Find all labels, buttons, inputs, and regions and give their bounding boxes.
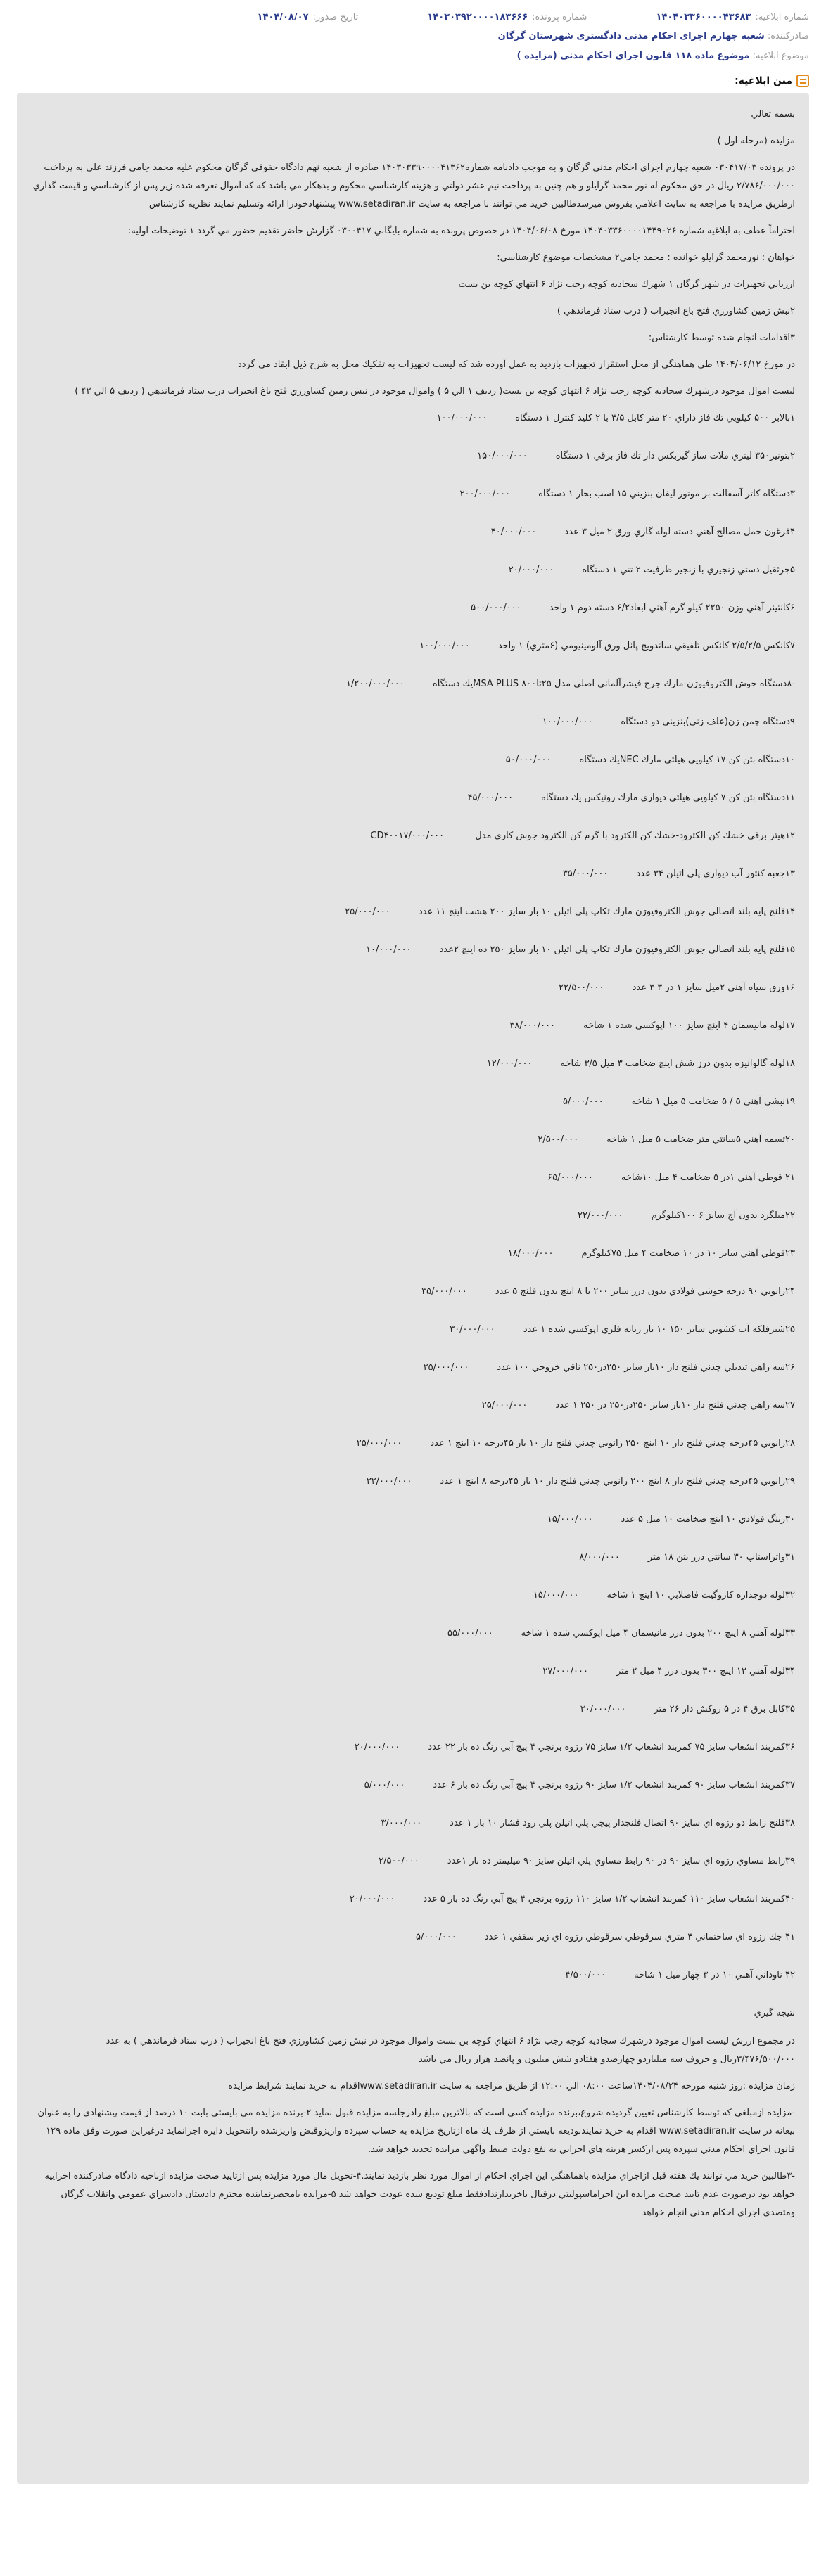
asset-item [31, 1587, 795, 1605]
asset-item-description: ۲۹زانويي ۴۵درجه چدني فلنج دار ۸ اينچ ۲۰۰ زانويي چدني فلنج دار ۱۰ بار ۴۵درجه ۸ اينچ ۱ عدد [440, 1476, 795, 1487]
asset-item [31, 827, 795, 845]
asset-item [31, 1966, 795, 1985]
asset-item-description: ۳۷کمربند انشعاب سايز ۹۰ کمربند انشعاب ۱/۲ سايز ۹۰ رزوه برنجي ۴ پيچ آبي رنگ ده بار ۶ عدد [433, 1780, 795, 1790]
asset-item [31, 1207, 795, 1225]
asset-item-price: ۲۰/۰۰۰/۰۰۰ [508, 565, 554, 575]
asset-item-price: ۱۵/۰۰۰/۰۰۰ [533, 1590, 579, 1601]
asset-item-description: ۴۱ جك رزوه اي ساختماني ۴ متري سرقوطي سرقوطي رزوه اي زير سقفي ۱ عدد [484, 1932, 795, 1942]
asset-item-price: ۲۵/۰۰۰/۰۰۰ [345, 906, 390, 917]
asset-item-description: ۲۰تسمه آهني ۵سانتي متر ضخامت ۵ ميل ۱ شاخه [606, 1134, 795, 1145]
asset-item-description: ۱۶ورق سياه آهني ۲ميل سايز ۱ در ۳ ۳ عدد [632, 982, 795, 993]
asset-item-description: ۳۳لوله آهني ۸ اينچ ۲۰۰ بدون درز مانيسمان ۴ ميل اپوکسي شده ۱ شاخه [521, 1628, 795, 1639]
asset-item [31, 1852, 795, 1871]
asset-item [31, 1359, 795, 1377]
notice-meta [0, 0, 826, 66]
asset-item-price: ۱۸/۰۰۰/۰۰۰ [507, 1248, 554, 1259]
asset-item-price: ۸/۰۰۰/۰۰۰ [579, 1552, 620, 1563]
auction-time: زمان مزايده :روز شنبه مورخه ۱۴۰۴/۰۸/۲۴ساعت ۰۸:۰۰ الي ۱۲:۰۰ از طريق مراجعه به سايت www.setadiran.irاقدام به خريد نمايند شرايط مزايده [228, 2081, 795, 2091]
asset-item-price: ۴۰/۰۰۰/۰۰۰ [490, 527, 537, 537]
asset-item-price: ۲۵/۰۰۰/۰۰۰ [423, 1362, 469, 1373]
asset-item-description: ۳۶کمربند انشعاب سايز ۷۵ کمربند انشعاب ۱/۲ سايز ۷۵ رزوه برنجي ۴ پيچ آبي رنگ ده بار ۲۲ عدد [428, 1742, 795, 1752]
asset-item-description: ۳۵کابل برق ۴ در ۵ روکش دار ۲۶ متر [654, 1704, 795, 1715]
asset-item-description: ۱۷لوله مانيسمان ۴ اينچ سايز ۱۰۰ اپوکسي شده ۱ شاخه [583, 1020, 795, 1031]
asset-item [31, 1511, 795, 1529]
asset-item-price: ۵/۰۰۰/۰۰۰ [416, 1932, 457, 1942]
asset-item-description: -۸دستگاه جوش الکتروفيوژن-مارك جرج فيشرآلماني اصلي مدل ۲۵تا۸۰۰ MSA PLUSيك دستگاه [432, 679, 795, 689]
issuer-line: صادرکننده: شعبه چهارم اجرای احکام مدنی دادگستری شهرستان گرگان [497, 31, 809, 41]
asset-item-description: ۱۵فلنج پايه بلند اتصالي جوش الکتروفيوژن مارك تکاپ پلي اتيلن ۱۰ بار سايز ۲۵۰ ده اينچ ۲عدد [439, 944, 795, 955]
asset-item-price: ۱۵۰/۰۰۰/۰۰۰ [477, 451, 528, 461]
asset-item [31, 523, 795, 542]
asset-item [31, 1776, 795, 1795]
asset-item-price: ۲۰/۰۰۰/۰۰۰ [354, 1742, 400, 1752]
asset-item [31, 1625, 795, 1643]
asset-item-description: ۳۹رابط مساوي رزوه اي سايز ۹۰ در ۹۰ رابط مساوي پلي اتيلن سايز ۹۰ ميليمتر ده بار ۱عدد [447, 1856, 795, 1866]
asset-item-price: ۱/۲۰۰/۰۰۰/۰۰۰ [345, 679, 405, 689]
asset-item-description: ۹دستگاه چمن زن(علف زني)بنزيني دو دستگاه [621, 717, 795, 727]
asset-item [31, 1131, 795, 1149]
asset-item [31, 1093, 795, 1111]
asset-item [31, 1017, 795, 1035]
items-list [31, 409, 795, 1985]
asset-item-description: ۲۵شيرفلکه آب کشويي سايز ۱۵۰ ۱۰ بار زبانه فلزي اپوکسي شده ۱ عدد [523, 1324, 795, 1335]
asset-item-price: ۵۰۰/۰۰۰/۰۰۰ [471, 603, 521, 613]
asset-item [31, 1928, 795, 1947]
asset-item-price: ۴۵/۰۰۰/۰۰۰ [467, 793, 514, 803]
asset-item-price: ۶۵/۰۰۰/۰۰۰ [547, 1172, 593, 1183]
case-number: شماره پرونده: ۱۴۰۳۰۳۹۲۰۰۰۰۱۸۳۶۶۶ [427, 12, 587, 23]
asset-item [31, 979, 795, 997]
asset-item-description: ۱۲هيتر برقي خشك کن الکترود-خشك کن الکترود با گرم کن الکترود جوش کاري مدل CD۴۰۰ [370, 831, 795, 841]
asset-item [31, 865, 795, 883]
asset-item [31, 1055, 795, 1073]
asset-item [31, 447, 795, 466]
asset-item-price: ۲۵/۰۰۰/۰۰۰ [481, 1400, 528, 1411]
asset-item [31, 1397, 795, 1415]
asset-item-description: ۲۳قوطي آهني سايز ۱۰ در ۱۰ ضخامت ۴ ميل ۷۵کيلوگرم [581, 1248, 795, 1259]
asset-item-description: ۲۸زانويي ۴۵درجه چدني فلنج دار ۱۰ اينچ ۲۵۰ زانويي چدني فلنج دار ۱۰ بار ۴۵درجه ۱۰ اينچ ۱ عدد [430, 1438, 795, 1449]
asset-item-price: ۳۸/۰۰۰/۰۰۰ [509, 1020, 556, 1031]
asset-item [31, 1321, 795, 1339]
asset-item-price: ۵۰/۰۰۰/۰۰۰ [505, 755, 552, 765]
asset-item-price: ۱۰۰/۰۰۰/۰۰۰ [542, 717, 593, 727]
asset-item-description: ۵جرثقيل دستي زنجيري با زنجير ظرفيت ۲ تني ۱ دستگاه [582, 565, 795, 575]
conclusion-text: در مجموع ارزش ليست اموال موجود درشهرك سجاديه کوچه رجب نژاد ۶ انتهاي کوچه بن بست واموال موجود در نبش زمين کشاورزي فتح باغ انجيراب ( درب ستاد فرماندهي ) به عدد ۳/۴۷۶/۵۰۰/۰۰۰ريال و حروف سه ميلياردو چهارصدو هفتادو شش ميليون و پانصد هزار ريال مي باشد [106, 2036, 795, 2065]
asset-item-description: ۴۰کمربند انشعاب سايز ۱۱۰ کمربند انشعاب ۱/۲ سايز ۱۱۰ رزوه برنجي ۴ پيچ آبي رنگ ده بار ۵ عدد [423, 1894, 795, 1904]
asset-item-price: ۱۰/۰۰۰/۰۰۰ [365, 944, 412, 955]
asset-item-description: ۳۱واتراستاپ ۳۰ سانتي درز بتن ۱۸ متر [647, 1552, 795, 1563]
asset-item [31, 1738, 795, 1757]
asset-item-price: ۵۵/۰۰۰/۰۰۰ [447, 1628, 493, 1639]
asset-item [31, 1473, 795, 1491]
asset-item-description: ۴۲ ناوداني آهني ۱۰ در ۳ چهار ميل ۱ شاخه [634, 1970, 795, 1980]
list-intro: ليست اموال موجود درشهرك سجاديه کوچه رجب نژاد ۶ انتهاي کوچه بن بست( رديف ۱ الي ۵ ) واموال موجود در نبش زمين کشاورزي فتح باغ انجيراب درب ستاد فرماندهي ( رديف ۵ الي ۴۲ ) [75, 386, 795, 397]
condition-1: -مزايده ازمبلغي که توسط کارشناس تعيين گرديده شروع،برنده مزايده کسي است که بالاترين مبلغ رادرجلسه مزايده قبول نمايد ۲-برنده مزايده مي بايستي بابت ۱۰ درصد از قيمت پيشنهادي را به عنوان بيعانه در سايت www.setadiran.ir اقدام به خريد نمايندبوديعه بايستي از ظرف يك ماه ازتاريخ مزايده به حساب سپرده واريزوقبض واريزشده رانتحويل دايره اجرانمايد درغيراين صورت وفق ماده ۱۲۹ قانون اجراي احکام مدني سپرده پس ازکسر هزينه هاي اجرايي به نفع دولت ضبط وآگهي مزايده تجديد خواهد شد. [37, 2108, 795, 2155]
document-icon [796, 75, 809, 87]
conclusion-title: نتيجه گيري [754, 2008, 795, 2018]
parties: خواهان : نورمحمد گرايلو خوانده : محمد جامي۲ مشخصات موضوع کارشناسي: [497, 252, 795, 263]
asset-item-price: ۱۵/۰۰۰/۰۰۰ [547, 1514, 593, 1525]
notice-text-heading: متن ابلاغیه: [17, 75, 809, 87]
asset-item [31, 675, 795, 693]
asset-item-price: ۳۵/۰۰۰/۰۰۰ [421, 1286, 467, 1297]
asset-item [31, 751, 795, 769]
asset-item [31, 903, 795, 921]
asset-item-price: ۱۷/۰۰۰/۰۰۰ [398, 831, 445, 841]
asset-item [31, 1435, 795, 1453]
asset-item-description: ۲۱ قوطي آهني ۱در ۵ ضخامت ۴ ميل ۱۰شاخه [621, 1172, 795, 1183]
subject-location-2: ۲نبش زمين کشاورزي فتح باغ انجيراب ( درب ستاد فرماندهي ) [557, 306, 795, 316]
asset-item-price: ۱۲/۰۰۰/۰۰۰ [486, 1058, 533, 1069]
intro-paragraph-2: احتراماً عطف به ابلاغيه شماره ۱۴۰۴۰۳۳۶۰۰۰۰۱۴۴۹۰۲۶ مورخ ۱۴۰۴/۰۶/۰۸ در خصوص پرونده به شماره بايگاني ۰۳۰۰۴۱۷ گزارش حاضر تقديم حضور مي گردد ۱ توضيحات اوليه: [127, 226, 795, 236]
asset-item-price: ۴/۵۰۰/۰۰۰ [565, 1970, 606, 1980]
asset-item-description: ۳۸فلنج رابط دو رزوه اي سايز ۹۰ اتصال فلنجدار پيچي پلي اتيلن پلي رود فشار ۱۰ بار ۱ عدد [450, 1818, 795, 1828]
asset-item-price: ۲۲/۵۰۰/۰۰۰ [558, 982, 604, 993]
meta-top-row [17, 8, 809, 27]
asset-item-description: ۲۲ميلگرد بدون آج سايز ۶ ۱۰۰کيلوگرم [651, 1210, 795, 1221]
asset-item-description: ۳۰رينگ فولادي ۱۰ اينچ ضخامت ۱۰ ميل ۵ عدد [621, 1514, 795, 1525]
asset-item-price: ۳۰/۰۰۰/۰۰۰ [450, 1324, 495, 1335]
auction-round: مزایده (مرحله اول ) [717, 136, 795, 146]
asset-item [31, 1890, 795, 1909]
asset-item-description: ۳۴لوله آهني ۱۲ اينچ ۳۰۰ بدون درز ۴ ميل ۲ متر [616, 1666, 795, 1677]
actions-title: ۳اقدامات انجام شده توسط کارشناس: [648, 333, 795, 343]
asset-item-price: ۲۷/۰۰۰/۰۰۰ [542, 1666, 588, 1677]
asset-item-price: ۲۵/۰۰۰/۰۰۰ [356, 1438, 402, 1449]
asset-item-price: ۲۲/۰۰۰/۰۰۰ [366, 1476, 412, 1487]
subject-line: موضوع ابلاغیه: موضوع ماده ۱۱۸ قانون اجرای احکام مدنی (مزایده ) [516, 51, 809, 61]
asset-item-price: ۲/۵۰۰/۰۰۰ [538, 1134, 579, 1145]
asset-item [31, 1549, 795, 1567]
condition-2: -۳طالبين خريد مي توانند يك هفته قبل ازاجراي مزايده باهماهنگي اين اجراي احکام از اموال مورد نظر بازديد نمايند.۴-تحويل مال مورد مزايده پس ازتاييد صحت مزايده ازناحيه دادگاه صادرکننده اجراييه خواهد بود درصورت عدم تاييد صحت مزايده اين اجراماسپوليتي درقبال باخريدارندادفقط مبلغ توديع شده عودت خواهد شد ۵-مزايده بامحضرنماينده محترم دادستان دادسراي عمومي وانقلاب گرگان ومتصدي اجراي احکام مدني انجام خواهد [44, 2171, 795, 2218]
asset-item [31, 1283, 795, 1301]
asset-item [31, 789, 795, 807]
asset-item-description: ۲۷سه راهي چدني فلنج دار ۱۰بار سايز ۲۵۰در۲۵۰ در ۲۵۰ ۱ عدد [555, 1400, 795, 1411]
notice-number: شماره ابلاغیه: ۱۴۰۴۰۳۳۶۰۰۰۰۴۳۶۸۳ [656, 12, 809, 23]
asset-item-price: ۲/۵۰۰/۰۰۰ [379, 1856, 419, 1866]
asset-item-price: ۲۲/۰۰۰/۰۰۰ [578, 1210, 623, 1221]
asset-item-description: ۲۶سه راهي تبديلي چدني فلنج دار ۱۰بار سايز ۲۵۰در۲۵۰ ناقي خروجي ۱۰۰ عدد [497, 1362, 795, 1373]
asset-item-description: ۲بتونير۳۵۰ ليتري ملات ساز گيربکس دار تك فاز برقي ۱ دستگاه [555, 451, 795, 461]
asset-item [31, 713, 795, 731]
asset-item [31, 1814, 795, 1833]
asset-item [31, 599, 795, 617]
asset-item-price: ۳۰/۰۰۰/۰۰۰ [580, 1704, 626, 1715]
asset-item-description: ۱بالابر ۵۰۰ کيلويي تك فاز داراي ۲۰ متر کابل ۴/۵ با ۲ کليد کنترل ۱ دستگاه [515, 413, 795, 423]
asset-item [31, 1245, 795, 1263]
asset-item-price: ۵/۰۰۰/۰۰۰ [562, 1096, 604, 1107]
asset-item [31, 1662, 795, 1681]
asset-item-price: ۲۰۰/۰۰۰/۰۰۰ [459, 489, 511, 499]
asset-item-description: ۱۱دستگاه بتن کن ۷ کيلويي هيلتي ديواري مارك رونيکس يك دستگاه [541, 793, 795, 803]
asset-item-description: ۳دستگاه کاتر آسفالت بر موتور ليفان بنزيني ۱۵ اسب بخار ۱ دستگاه [538, 489, 795, 499]
asset-item-price: ۲۰/۰۰۰/۰۰۰ [349, 1894, 395, 1904]
asset-item-price: ۵/۰۰۰/۰۰۰ [364, 1780, 405, 1790]
asset-item-price: ۱۰۰/۰۰۰/۰۰۰ [419, 641, 470, 651]
asset-item-description: ۷کانکس ۲/۵/۲/۵ کانکس تلفيقي ساندويچ پانل ورق آلومينيومي (۶متري) ۱ واحد [497, 641, 795, 651]
asset-item-description: ۱۹نبشي آهني ۵ / ۵ ضخامت ۵ ميل ۱ شاخه [631, 1096, 795, 1107]
asset-item-description: ۳۲لوله دوجداره کاروگيت فاضلابي ۱۰ اينچ ۱ شاخه [606, 1590, 795, 1601]
asset-item-description: ۴فرغون حمل مصالح آهني دسته لوله گازي ورق ۲ ميل ۳ عدد [564, 527, 795, 537]
asset-item-price: ۳۵/۰۰۰/۰۰۰ [562, 869, 609, 879]
actions-text: در مورخ ۱۴۰۴/۰۶/۱۲ طي هماهنگي از محل استقرار تجهيزات بازديد به عمل آورده شد که ليست تجهيزات به تفکيك محل به شرح ذيل ابقاد مي گردد [237, 359, 795, 370]
subject-location-1: ارزيابي تجهيزات در شهر گرگان ۱ شهرك سجاديه کوچه رجب نژاد ۶ انتهاي کوچه بن بست [458, 279, 795, 290]
asset-item [31, 409, 795, 428]
asset-item [31, 637, 795, 655]
asset-item-description: ۱۸لوله گالوانيزه بدون درز شش اينچ ضخامت ۳ ميل ۳/۵ شاخه [560, 1058, 795, 1069]
asset-item [31, 561, 795, 579]
asset-item-price: ۱۰۰/۰۰۰/۰۰۰ [436, 413, 488, 423]
asset-item-description: ۱۳جعبه کنتور آب ديواري پلي اتيلن ۳۴ عدد [636, 869, 795, 879]
asset-item [31, 1169, 795, 1187]
notice-body [17, 93, 809, 2484]
asset-item [31, 1700, 795, 1719]
asset-item-description: ۱۴فلنج پايه بلند اتصالي جوش الکتروفيوژن مارك تکاپ پلي اتيلن ۱۰ بار سايز ۲۰۰ هشت اينچ ۱۱ عدد [418, 906, 795, 917]
asset-item-description: ۲۴زانويي ۹۰ درجه جوشي فولادي بدون درز سايز ۲۰۰ يا ۸ اينچ بدون فلنج ۵ عدد [495, 1286, 795, 1297]
asset-item-description: ۶کانتينر آهني وزن ۲۲۵۰ کيلو گرم آهني ابعاد۶/۲ دسته دوم ۱ واحد [549, 603, 795, 613]
asset-item [31, 485, 795, 504]
asset-item [31, 941, 795, 959]
intro-paragraph: در پرونده ۰۳۰۴۱۷/۰۳ شعبه چهارم اجرای احکام مدني گرگان و به موجب دادنامه شماره۱۴۰۳۰۳۳۹۰۰۰۰۴۱۳۶۲ صادره از شعبه نهم دادگاه حقوقي گرگان محکوم علیه محمد جامي فرزند علي به پرداخت ۲/۷۸۶/۰۰۰/۰۰۰ ريال در حق محکوم له نور محمد گرايلو و هم چنين به پرداخت نيم عشر دولتي و هزينه کارشناسي محکوم و بدهکار مي باشد که که اموال تعرفه شده زير پس از کارشناسي و قيمت گذاري ازطريق مزايده با مراجعه به سايت اعلامي بفروش ميرسدطالبين خريد مي توانند با مراجعه به سايت www.setadiran.ir پيشنهادخودرا ارائه وتسليم نمايند نظريه کارشناس [32, 162, 795, 210]
salutation: بسمه تعالي [751, 109, 795, 120]
asset-item-description: ۱۰دستگاه بتن کن ۱۷ کيلويي هيلتي مارك NECيك دستگاه [579, 755, 795, 765]
asset-item-price: ۳/۰۰۰/۰۰۰ [381, 1818, 422, 1828]
issue-date: تاریخ صدور: ۱۴۰۴/۰۸/۰۷ [257, 12, 359, 23]
